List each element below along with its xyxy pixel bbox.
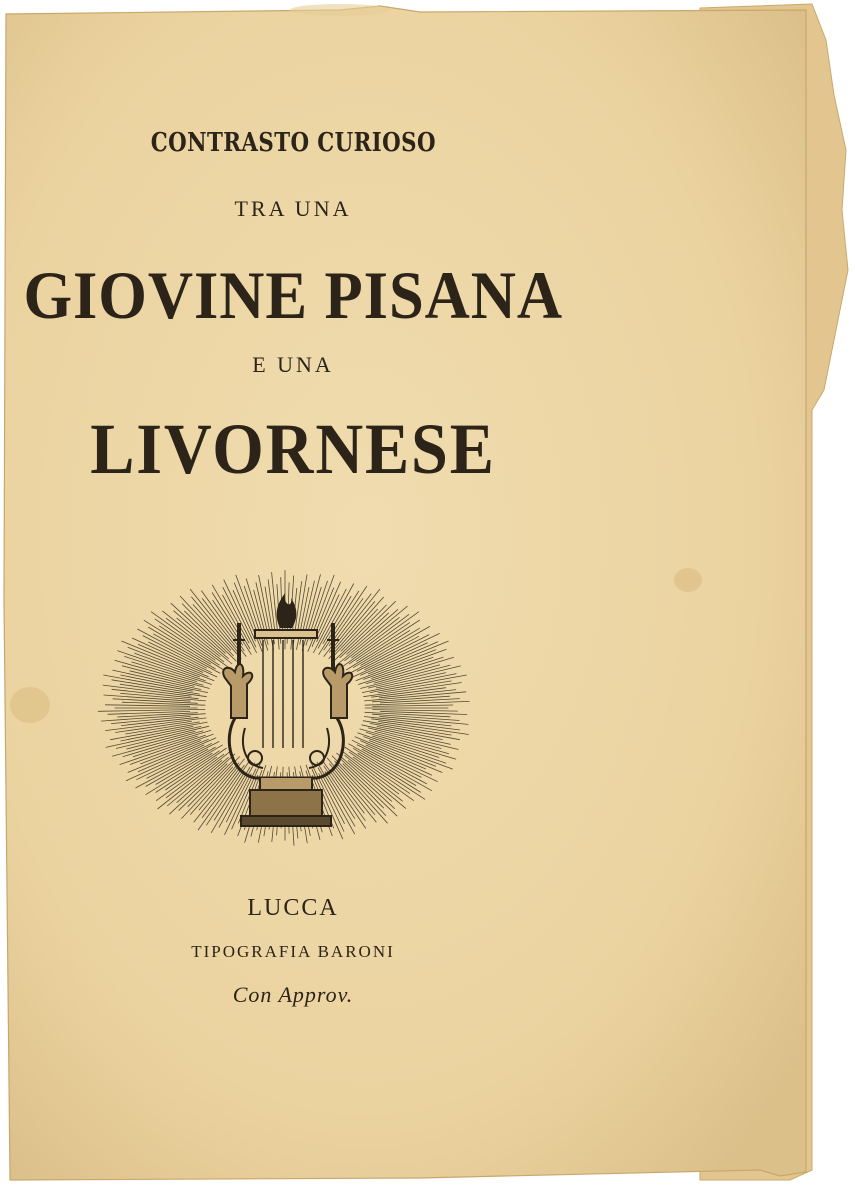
lyre-with-flame-icon xyxy=(95,568,485,853)
sunburst-ray xyxy=(115,660,204,685)
sunburst-ray xyxy=(352,740,438,782)
sunburst-ray xyxy=(335,609,378,655)
sunburst-ray xyxy=(132,662,198,682)
sunburst-ray xyxy=(181,756,239,818)
sunburst-ray xyxy=(156,745,223,785)
sunburst-ray xyxy=(121,675,209,693)
sunburst-ray xyxy=(340,758,395,809)
title-line-livornese: LIVORNESE xyxy=(90,409,496,489)
sunburst-ray xyxy=(179,764,228,811)
sunburst-ray xyxy=(112,731,203,757)
title-line-tra-una: TRA UNA xyxy=(234,196,352,221)
title-line-e-una: E UNA xyxy=(252,352,334,377)
sunburst-ray xyxy=(122,666,210,689)
sunburst-ray xyxy=(128,647,215,681)
sunburst-ray xyxy=(365,701,470,705)
sunburst-ray xyxy=(143,636,207,669)
title-line-giovine-pisana: GIOVINE PISANA xyxy=(23,257,563,333)
sunburst-ray xyxy=(360,665,450,688)
imprint-approval: Con Approv. xyxy=(232,982,354,1007)
title-line-contrasto-curioso: CONTRASTO CURIOSO xyxy=(150,128,436,158)
sunburst-ray xyxy=(105,705,190,707)
sunburst-ray xyxy=(362,749,427,784)
imprint-printer: TIPOGRAFIA BARONI xyxy=(191,942,395,961)
sunburst-ray xyxy=(148,642,212,673)
sunburst-ray xyxy=(372,710,457,712)
sunburst-ray xyxy=(199,763,239,811)
sunburst-ray xyxy=(341,605,387,652)
sunburst-ray xyxy=(372,705,453,706)
sunburst-ray xyxy=(345,755,403,801)
sunburst-ray xyxy=(341,750,399,794)
imprint-city: LUCCA xyxy=(247,895,339,921)
sunburst-ray xyxy=(223,595,250,643)
sunburst-ray xyxy=(98,709,205,711)
